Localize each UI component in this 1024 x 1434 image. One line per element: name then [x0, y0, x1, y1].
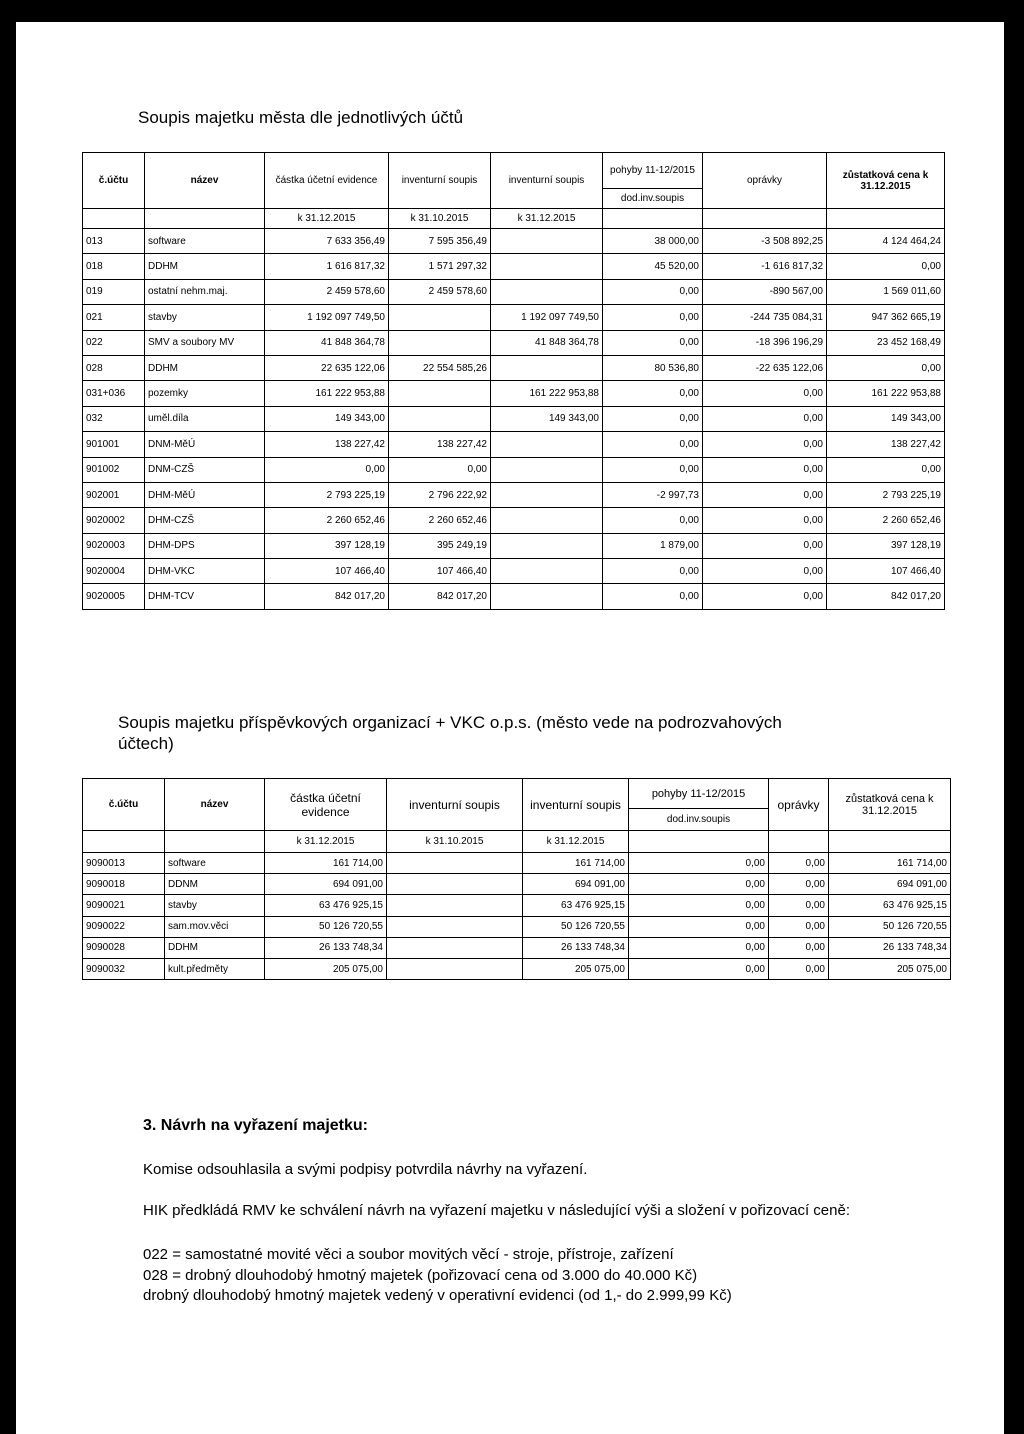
cell-inv2: 26 133 748,34 [523, 937, 629, 958]
cell-castka: 107 466,40 [265, 559, 389, 584]
cell-inv1 [389, 381, 491, 406]
cell-zustatek: 23 452 168,49 [827, 330, 945, 355]
cell-castka: 2 793 225,19 [265, 482, 389, 507]
cell-opravky: 0,00 [703, 406, 827, 431]
cell-zustatek: 63 476 925,15 [829, 895, 951, 916]
cell-inv1: 22 554 585,26 [389, 355, 491, 380]
table-row [83, 381, 945, 406]
table-row [83, 305, 945, 330]
cell-opravky: -244 735 084,31 [703, 305, 827, 330]
cell-castka: 26 133 748,34 [265, 937, 387, 958]
cell-ucet: 031+036 [83, 381, 145, 406]
cell-nazev: software [145, 229, 265, 254]
cell-castka: 161 714,00 [265, 853, 387, 874]
cell-ucet: 9090018 [83, 874, 165, 895]
cell-inv1: 842 017,20 [389, 584, 491, 609]
cell-opravky: -3 508 892,25 [703, 229, 827, 254]
col-header-inv1: inventurní soupis [389, 153, 491, 209]
cell-ucet: 9090013 [83, 853, 165, 874]
cell-ucet: 9090028 [83, 937, 165, 958]
cell-inv1 [389, 330, 491, 355]
cell-inv1 [387, 895, 523, 916]
col-header-nazev: název [165, 779, 265, 831]
table-row [83, 254, 945, 279]
cell-zustatek: 149 343,00 [827, 406, 945, 431]
cell-inv1 [389, 305, 491, 330]
assets-by-account-table [82, 152, 945, 610]
cell-castka: 149 343,00 [265, 406, 389, 431]
cell-ucet: 9020002 [83, 508, 145, 533]
table-row [83, 432, 945, 457]
cell-castka: 161 222 953,88 [265, 381, 389, 406]
cell-zustatek: 694 091,00 [829, 874, 951, 895]
cell-inv2: 161 714,00 [523, 853, 629, 874]
col-header-nazev: název [145, 153, 265, 209]
cell-inv2 [491, 508, 603, 533]
table-row [83, 330, 945, 355]
cell-ucet: 902001 [83, 482, 145, 507]
col-header-zustatek: zůstatková cena k 31.12.2015 [829, 779, 951, 831]
cell-nazev: kult.předměty [165, 958, 265, 979]
cell-zustatek: 2 793 225,19 [827, 482, 945, 507]
cell-opravky: 0,00 [769, 937, 829, 958]
cell-nazev: stavby [165, 895, 265, 916]
cell-zustatek: 138 227,42 [827, 432, 945, 457]
cell-opravky: 0,00 [769, 853, 829, 874]
cell-pohyby: 0,00 [603, 457, 703, 482]
cell-pohyby: -2 997,73 [603, 482, 703, 507]
section3-para1: Komise odsouhlasila a svými podpisy potvrdila návrhy na vyřazení. [143, 1161, 588, 1178]
cell-inv1: 2 260 652,46 [389, 508, 491, 533]
cell-inv1 [387, 937, 523, 958]
cell-castka: 50 126 720,55 [265, 916, 387, 937]
cell-ucet: 013 [83, 229, 145, 254]
section3-line2: 028 = drobný dlouhodobý hmotný majetek (pořizovací cena od 3.000 do 40.000 Kč) [143, 1267, 698, 1284]
cell-inv2 [491, 254, 603, 279]
col-header-zustatek: zůstatková cena k 31.12.2015 [827, 153, 945, 209]
cell-opravky: 0,00 [769, 958, 829, 979]
cell-pohyby: 0,00 [629, 874, 769, 895]
cell-castka: 694 091,00 [265, 874, 387, 895]
table-row [83, 355, 945, 380]
cell-nazev: pozemky [145, 381, 265, 406]
col-header-castka: částka účetní evidence [265, 153, 389, 209]
cell-nazev: ostatní nehm.maj. [145, 279, 265, 304]
cell-ucet: 9020005 [83, 584, 145, 609]
cell-nazev: sam.mov.věci [165, 916, 265, 937]
col-date-inv2: k 31.12.2015 [491, 209, 603, 229]
cell-zustatek: 0,00 [827, 355, 945, 380]
col-header-pohyby: pohyby 11-12/2015 [603, 153, 703, 189]
cell-castka: 138 227,42 [265, 432, 389, 457]
cell-ucet: 9020003 [83, 533, 145, 558]
cell-inv2: 205 075,00 [523, 958, 629, 979]
cell-pohyby: 0,00 [629, 895, 769, 916]
cell-nazev: DHM-DPS [145, 533, 265, 558]
cell-opravky: -18 396 196,29 [703, 330, 827, 355]
cell-castka: 7 633 356,49 [265, 229, 389, 254]
right-frame-bar [1004, 0, 1024, 1434]
cell-zustatek: 205 075,00 [829, 958, 951, 979]
cell-ucet: 9090022 [83, 916, 165, 937]
cell-castka: 63 476 925,15 [265, 895, 387, 916]
cell-castka: 205 075,00 [265, 958, 387, 979]
cell-ucet: 901002 [83, 457, 145, 482]
cell-zustatek: 397 128,19 [827, 533, 945, 558]
cell-inv1: 0,00 [389, 457, 491, 482]
cell-pohyby: 0,00 [629, 916, 769, 937]
cell-ucet: 901001 [83, 432, 145, 457]
table-row [83, 533, 945, 558]
cell-ucet: 9020004 [83, 559, 145, 584]
cell-nazev: DDHM [165, 937, 265, 958]
cell-zustatek: 107 466,40 [827, 559, 945, 584]
table-row [83, 937, 951, 958]
table-row [83, 584, 945, 609]
cell-inv1: 138 227,42 [389, 432, 491, 457]
cell-castka: 22 635 122,06 [265, 355, 389, 380]
cell-inv2 [491, 355, 603, 380]
cell-pohyby: 0,00 [629, 958, 769, 979]
table-row [83, 874, 951, 895]
cell-castka: 2 260 652,46 [265, 508, 389, 533]
col-header-dodinv: dod.inv.soupis [603, 189, 703, 209]
cell-pohyby: 0,00 [629, 853, 769, 874]
cell-pohyby: 0,00 [603, 305, 703, 330]
cell-zustatek: 161 222 953,88 [827, 381, 945, 406]
cell-inv2 [491, 432, 603, 457]
cell-castka: 0,00 [265, 457, 389, 482]
cell-zustatek: 947 362 665,19 [827, 305, 945, 330]
table-row [83, 958, 951, 979]
cell-opravky: 0,00 [703, 432, 827, 457]
cell-opravky: 0,00 [769, 874, 829, 895]
cell-opravky: 0,00 [769, 895, 829, 916]
cell-inv1: 107 466,40 [389, 559, 491, 584]
section2-title: Soupis majetku příspěvkových organizací + VKC o.p.s. (město vede na podrozvahových účtech) [118, 713, 782, 753]
section3-para2: HIK předkládá RMV ke schválení návrh na vyřazení majetku v následující výši a složení v pořizovací ceně: [143, 1202, 850, 1219]
cell-inv2 [491, 457, 603, 482]
cell-pohyby: 0,00 [603, 584, 703, 609]
table-row [83, 457, 945, 482]
cell-inv2: 161 222 953,88 [491, 381, 603, 406]
cell-pohyby: 0,00 [603, 508, 703, 533]
cell-castka: 41 848 364,78 [265, 330, 389, 355]
cell-zustatek: 2 260 652,46 [827, 508, 945, 533]
section3-line1: 022 = samostatné movité věci a soubor movitých věcí - stroje, přístroje, zařízení [143, 1246, 674, 1263]
cell-nazev: stavby [145, 305, 265, 330]
table-row [83, 482, 945, 507]
col-header-inv1: inventurní soupis [387, 779, 523, 831]
cell-nazev: DNM-CZŠ [145, 457, 265, 482]
cell-inv2 [491, 559, 603, 584]
cell-zustatek: 161 714,00 [829, 853, 951, 874]
cell-inv2: 63 476 925,15 [523, 895, 629, 916]
cell-zustatek: 1 569 011,60 [827, 279, 945, 304]
cell-opravky: 0,00 [703, 533, 827, 558]
cell-pohyby: 0,00 [603, 432, 703, 457]
cell-opravky: 0,00 [703, 457, 827, 482]
cell-pohyby: 80 536,80 [603, 355, 703, 380]
cell-castka: 1 616 817,32 [265, 254, 389, 279]
cell-opravky: -890 567,00 [703, 279, 827, 304]
cell-pohyby: 0,00 [603, 330, 703, 355]
cell-castka: 2 459 578,60 [265, 279, 389, 304]
col-header-opravky: oprávky [703, 153, 827, 209]
cell-castka: 842 017,20 [265, 584, 389, 609]
cell-nazev: DHM-VKC [145, 559, 265, 584]
cell-opravky: 0,00 [703, 381, 827, 406]
cell-pohyby: 45 520,00 [603, 254, 703, 279]
top-frame-bar [0, 0, 1024, 22]
cell-pohyby: 38 000,00 [603, 229, 703, 254]
cell-opravky: -1 616 817,32 [703, 254, 827, 279]
cell-inv1: 7 595 356,49 [389, 229, 491, 254]
cell-inv1: 2 459 578,60 [389, 279, 491, 304]
cell-inv1: 395 249,19 [389, 533, 491, 558]
table-row [83, 853, 951, 874]
cell-zustatek: 0,00 [827, 254, 945, 279]
cell-inv1 [387, 853, 523, 874]
cell-pohyby: 0,00 [629, 937, 769, 958]
cell-opravky: 0,00 [703, 508, 827, 533]
cell-inv1 [387, 874, 523, 895]
cell-nazev: DHM-TCV [145, 584, 265, 609]
cell-inv1: 2 796 222,92 [389, 482, 491, 507]
cell-inv1 [387, 916, 523, 937]
cell-ucet: 021 [83, 305, 145, 330]
cell-zustatek: 4 124 464,24 [827, 229, 945, 254]
cell-inv1: 1 571 297,32 [389, 254, 491, 279]
cell-nazev: DDNM [165, 874, 265, 895]
table-row [83, 895, 951, 916]
cell-inv2: 1 192 097 749,50 [491, 305, 603, 330]
cell-pohyby: 0,00 [603, 406, 703, 431]
col-header-opravky: oprávky [769, 779, 829, 831]
cell-zustatek: 50 126 720,55 [829, 916, 951, 937]
cell-opravky: 0,00 [769, 916, 829, 937]
cell-inv2: 694 091,00 [523, 874, 629, 895]
cell-nazev: DHM-MěÚ [145, 482, 265, 507]
cell-nazev: SMV a soubory MV [145, 330, 265, 355]
cell-ucet: 019 [83, 279, 145, 304]
cell-zustatek: 26 133 748,34 [829, 937, 951, 958]
cell-pohyby: 1 879,00 [603, 533, 703, 558]
section1-title: Soupis majetku města dle jednotlivých účtů [138, 108, 464, 127]
cell-pohyby: 0,00 [603, 559, 703, 584]
table-row [83, 916, 951, 937]
cell-nazev: DHM-CZŠ [145, 508, 265, 533]
col-header-ucet: č.účtu [83, 779, 165, 831]
table-row [83, 508, 945, 533]
table-row [83, 559, 945, 584]
table-row [83, 229, 945, 254]
cell-ucet: 028 [83, 355, 145, 380]
col-header-castka: částka účetní evidence [265, 779, 387, 831]
section3-title: 3. Návrh na vyřazení majetku: [143, 1117, 368, 1134]
cell-ucet: 018 [83, 254, 145, 279]
cell-zustatek: 842 017,20 [827, 584, 945, 609]
col-header-inv2: inventurní soupis [523, 779, 629, 831]
cell-nazev: software [165, 853, 265, 874]
cell-inv1 [387, 958, 523, 979]
cell-zustatek: 0,00 [827, 457, 945, 482]
cell-castka: 397 128,19 [265, 533, 389, 558]
cell-ucet: 032 [83, 406, 145, 431]
cell-inv2 [491, 482, 603, 507]
cell-castka: 1 192 097 749,50 [265, 305, 389, 330]
col-date-inv1: k 31.10.2015 [389, 209, 491, 229]
cell-ucet: 9090032 [83, 958, 165, 979]
col-date-castka: k 31.12.2015 [265, 831, 387, 853]
cell-inv1 [389, 406, 491, 431]
cell-inv2 [491, 279, 603, 304]
section3-line3: drobný dlouhodobý hmotný majetek vedený v operativní evidenci (od 1,- do 2.999,99 Kč) [143, 1287, 732, 1304]
cell-inv2 [491, 584, 603, 609]
col-header-pohyby: pohyby 11-12/2015 [629, 779, 769, 809]
cell-nazev: DDHM [145, 254, 265, 279]
cell-inv2: 41 848 364,78 [491, 330, 603, 355]
cell-inv2: 149 343,00 [491, 406, 603, 431]
cell-pohyby: 0,00 [603, 279, 703, 304]
cell-inv2: 50 126 720,55 [523, 916, 629, 937]
table-row [83, 279, 945, 304]
col-date-castka: k 31.12.2015 [265, 209, 389, 229]
cell-pohyby: 0,00 [603, 381, 703, 406]
cell-inv2 [491, 533, 603, 558]
cell-nazev: uměl.díla [145, 406, 265, 431]
col-header-inv2: inventurní soupis [491, 153, 603, 209]
cell-opravky: 0,00 [703, 482, 827, 507]
cell-ucet: 022 [83, 330, 145, 355]
col-header-ucet: č.účtu [83, 153, 145, 209]
cell-nazev: DDHM [145, 355, 265, 380]
cell-opravky: 0,00 [703, 584, 827, 609]
cell-ucet: 9090021 [83, 895, 165, 916]
table-row [83, 406, 945, 431]
cell-opravky: -22 635 122,06 [703, 355, 827, 380]
cell-inv2 [491, 229, 603, 254]
col-header-dodinv: dod.inv.soupis [629, 809, 769, 831]
cell-opravky: 0,00 [703, 559, 827, 584]
col-date-inv1: k 31.10.2015 [387, 831, 523, 853]
left-frame-bar [0, 0, 16, 1434]
cell-nazev: DNM-MěÚ [145, 432, 265, 457]
contributory-org-assets-table [82, 778, 951, 980]
col-date-inv2: k 31.12.2015 [523, 831, 629, 853]
